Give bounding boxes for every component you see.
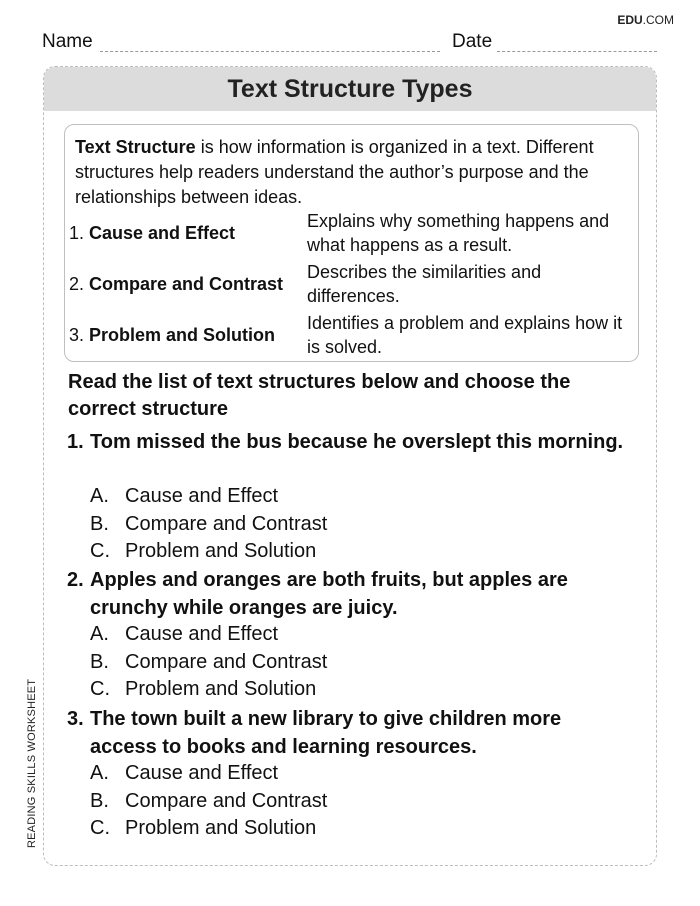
question-number: 2. xyxy=(67,569,84,591)
info-box xyxy=(64,124,639,362)
structure-row xyxy=(69,311,634,361)
option-text: Problem and Solution xyxy=(125,678,317,700)
option-c[interactable] xyxy=(90,815,316,842)
structure-number: 3. xyxy=(69,325,85,345)
option-b[interactable] xyxy=(90,511,327,538)
option-text: Compare and Contrast xyxy=(125,513,328,535)
worksheet-card xyxy=(43,66,657,866)
option-letter: C. xyxy=(90,678,110,700)
option-letter: C. xyxy=(90,817,110,839)
intro-bold: Text Structure xyxy=(75,137,196,157)
option-text: Cause and Effect xyxy=(125,762,279,784)
option-text: Compare and Contrast xyxy=(125,790,328,812)
question-text: Tom missed the bus because he overslept this morning. xyxy=(90,431,624,453)
option-text: Cause and Effect xyxy=(125,485,279,507)
brand-rest: .COM xyxy=(642,13,674,27)
option-letter: A. xyxy=(90,762,109,784)
name-line xyxy=(100,51,440,52)
structure-description: Identifies a problem and explains how it is solved. xyxy=(307,313,623,357)
date-label: Date xyxy=(452,31,493,52)
option-a[interactable] xyxy=(90,760,278,787)
option-text: Problem and Solution xyxy=(125,817,317,839)
worksheet-title: Text Structure Types xyxy=(44,67,656,111)
structure-name: Cause and Effect xyxy=(89,223,236,243)
structure-name: Problem and Solution xyxy=(89,325,276,345)
name-label: Name xyxy=(42,31,93,52)
option-b[interactable] xyxy=(90,649,327,676)
option-b[interactable] xyxy=(90,788,327,815)
option-letter: A. xyxy=(90,485,109,507)
date-line xyxy=(497,51,657,52)
option-letter: B. xyxy=(90,513,109,535)
brand-logo xyxy=(617,13,674,27)
option-a[interactable] xyxy=(90,483,278,510)
option-letter: C. xyxy=(90,540,110,562)
option-text: Cause and Effect xyxy=(125,623,279,645)
structure-number: 2. xyxy=(69,274,85,294)
option-letter: B. xyxy=(90,790,109,812)
option-letter: A. xyxy=(90,623,109,645)
structure-row xyxy=(69,209,634,259)
structure-row xyxy=(69,260,634,310)
option-a[interactable] xyxy=(90,621,278,648)
name-date-row xyxy=(42,31,657,53)
option-c[interactable] xyxy=(90,676,316,703)
question-number: 1. xyxy=(67,431,84,453)
question-text: The town built a new library to give children more access to books and learning resources. xyxy=(90,708,562,758)
intro-rest: is how information is organized in a text. Different structures help readers understand the author’s purpose and the relationships between ideas. xyxy=(75,137,594,207)
option-c[interactable] xyxy=(90,538,316,565)
instruction-text: Read the list of text structures below and choose the correct structure xyxy=(68,371,571,420)
question-number: 3. xyxy=(67,708,84,730)
option-text: Problem and Solution xyxy=(125,540,317,562)
question-text: Apples and oranges are both fruits, but apples are crunchy while oranges are juicy. xyxy=(90,569,568,619)
intro-text xyxy=(75,135,630,210)
structure-description: Describes the similarities and differences. xyxy=(307,262,542,306)
structure-description: Explains why something happens and what happens as a result. xyxy=(307,211,610,255)
structure-name: Compare and Contrast xyxy=(89,274,284,294)
sidebar-label: READING SKILLS WORKSHEET xyxy=(26,678,38,848)
brand-bold: EDU xyxy=(617,13,643,27)
option-letter: B. xyxy=(90,651,109,673)
structure-number: 1. xyxy=(69,223,85,243)
option-text: Compare and Contrast xyxy=(125,651,328,673)
